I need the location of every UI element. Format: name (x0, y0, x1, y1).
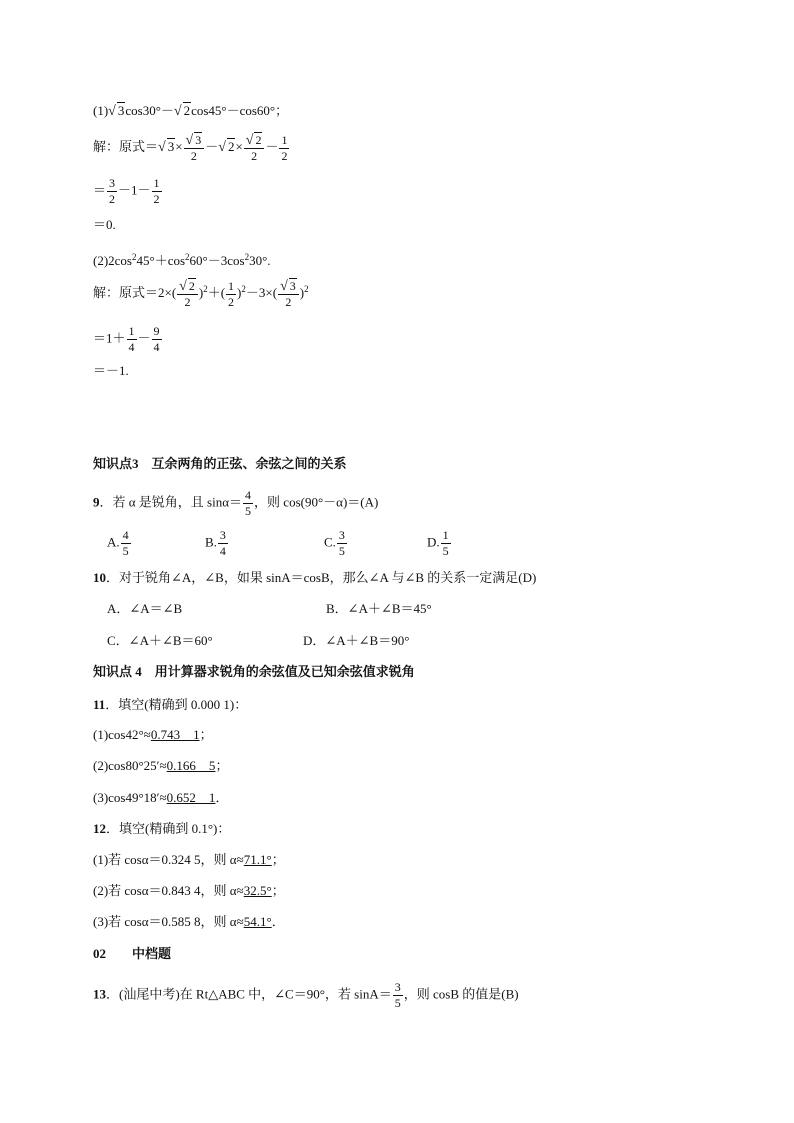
knowledge-point-4-title: 知识点 4 用计算器求锐角的余弦值及已知余弦值求锐角 (93, 664, 415, 679)
problem-8-2-step: ＝1＋ $\frac{1}{4}$ － $\frac{9}{4}$ (93, 324, 160, 354)
question-12-3: (3)若 cosα＝0.585 8，则 α≈54.1°． (93, 914, 285, 929)
problem-8-1-step: ＝ $\frac{3}{2}$ －1－ $\frac{1}{2}$ (93, 176, 160, 206)
problem-8-2-solution: 解：原式＝2×( $\frac{√ 2}{2}$ )$^2$＋( $\frac{1}{2}$ )$^2$－3×( $\frac{√ 3}{2}$ )$^2$ (93, 278, 309, 309)
question-11-1: (1)cos42°≈0.743 1； (93, 727, 213, 742)
problem-8-2-answer: ＝－1. (93, 363, 129, 378)
question-11: 11．填空(精确到 0.000 1)： (93, 697, 248, 712)
problem-8-1-solution: 解：原式＝√ 3× $\frac{√ 3}{2}$ －√ 2× $\frac{√ 2}{2}$ － $\frac{1}{2}$ (93, 132, 288, 163)
question-10-option-a: A．∠A＝∠B (107, 601, 183, 616)
question-11-3: (3)cos49°18′≈0.652 1． (93, 790, 229, 805)
question-9-option-d: D. $\frac{1}{5}$ (427, 528, 449, 558)
question-10-option-c: C．∠A＋∠B＝60° (107, 633, 213, 648)
problem-8-1-answer: ＝0. (93, 217, 116, 232)
question-12-1: (1)若 cosα＝0.324 5，则 α≈71.1°； (93, 852, 285, 867)
question-9-option-c: C. $\frac{3}{5}$ (324, 528, 345, 558)
knowledge-point-3-title: 知识点3 互余两角的正弦、余弦之间的关系 (93, 456, 347, 471)
question-11-2: (2)cos80°25′≈0.166 5； (93, 758, 229, 773)
question-10-option-d: D．∠A＋∠B＝90° (303, 633, 410, 648)
problem-8-2: $(2)2\cos^245^\circ+\cos^260^\circ-3\cos^230^\circ$. (93, 252, 271, 268)
question-9-option-b: B. $\frac{3}{4}$ (205, 528, 226, 558)
question-12-2: (2)若 cosα＝0.843 4，则 α≈32.5°； (93, 883, 285, 898)
problem-8-1: (1)√ 3cos30°－√ 2cos45°－cos60°； (93, 103, 289, 119)
question-12: 12．填空(精确到 0.1°)： (93, 821, 231, 836)
question-10-option-b: B．∠A＋∠B＝45° (326, 601, 432, 616)
question-9: 9．若 α 是锐角，且 sinα＝ $\frac{4}{5}$ ，则 cos(90°－α)＝(A) (93, 488, 379, 518)
section-02-title: 02 中档题 (93, 946, 172, 961)
question-9-option-a: A. $\frac{4}{5}$ (107, 528, 129, 558)
question-13: 13．(汕尾中考)在 Rt△ABC 中，∠C＝90°，若 sinA＝ $\frac{3}{5}$ ，则 cosB 的值是(B) (93, 980, 519, 1010)
question-10: 10．对于锐角∠A，∠B，如果 sinA＝cosB，那么∠A 与∠B 的关系一定满足(D) (93, 570, 537, 585)
